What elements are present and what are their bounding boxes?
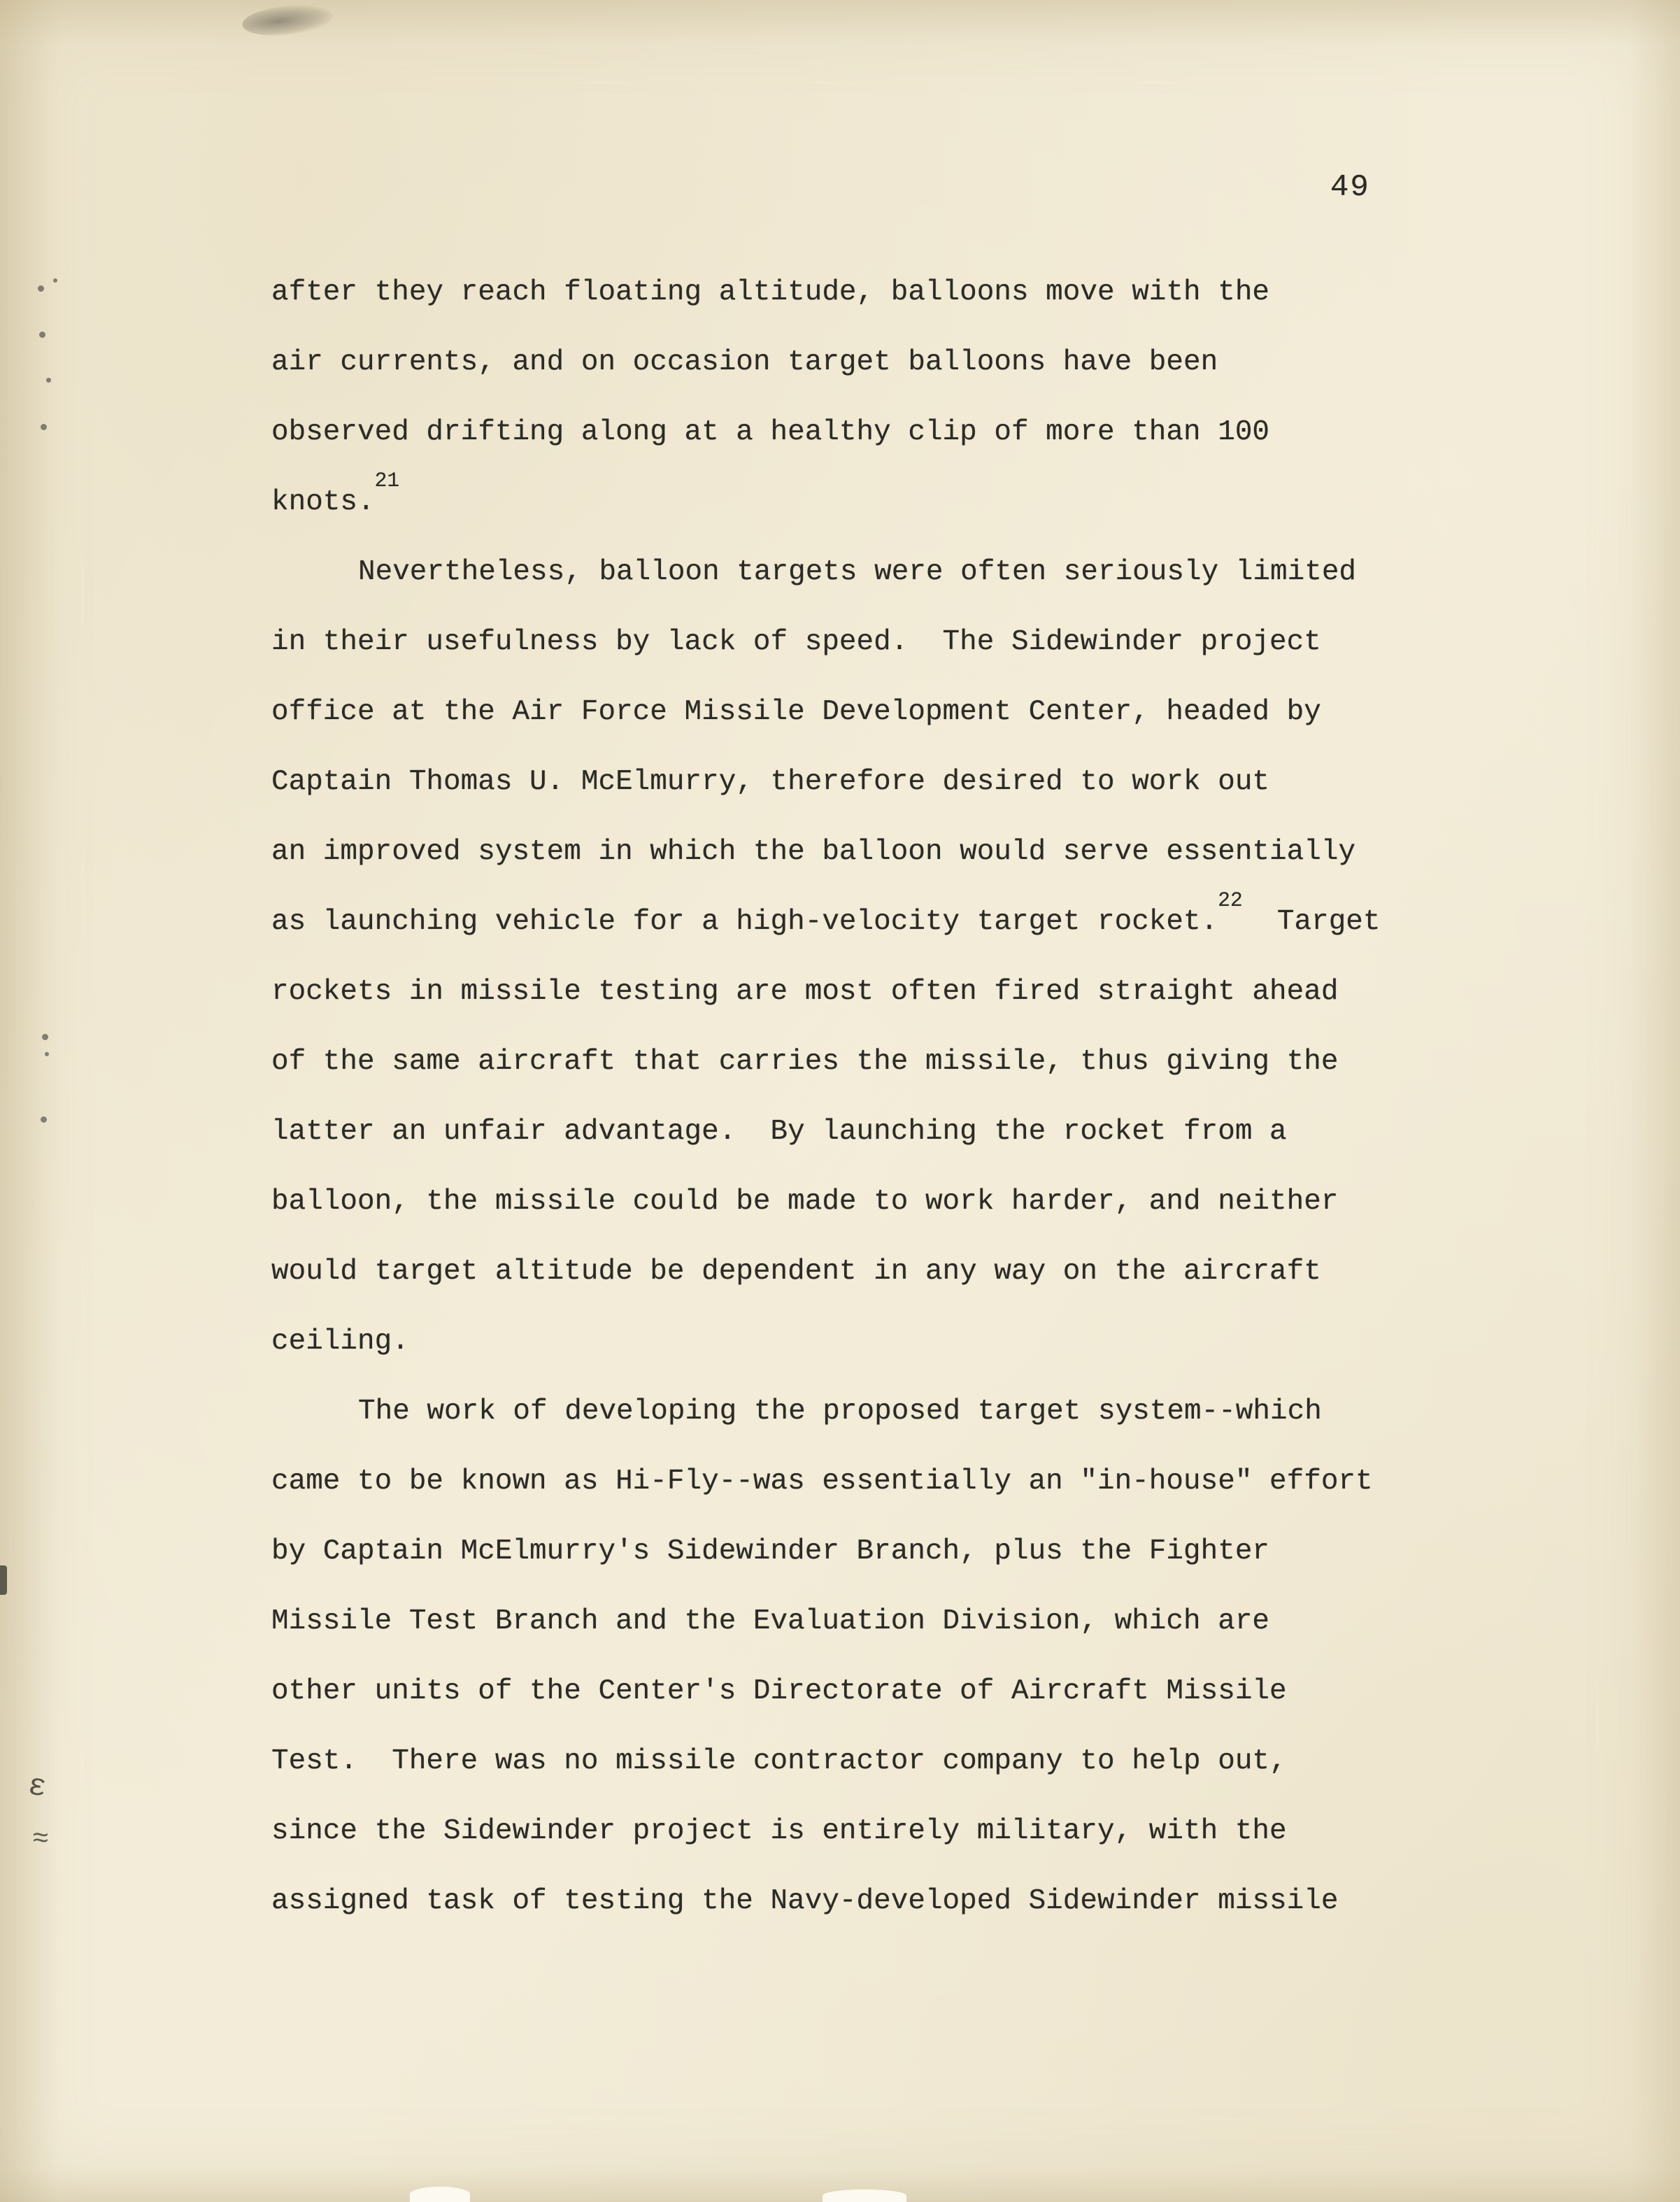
scan-edge-blob bbox=[410, 2187, 470, 2202]
text-line: by Captain McElmurry's Sidewinder Branch, plus the Fighter bbox=[271, 1535, 1270, 1568]
text-line: as launching vehicle for a high-velocity target rocket.$^{22}$ Target bbox=[271, 888, 1381, 938]
text-line: knots.$^{21}$ bbox=[271, 469, 400, 518]
margin-mark bbox=[38, 285, 44, 292]
margin-mark bbox=[42, 1034, 48, 1040]
text-line: latter an unfair advantage. By launching the rocket from a bbox=[271, 1116, 1287, 1148]
text-line: of the same aircraft that carries the missile, thus giving the bbox=[271, 1046, 1339, 1078]
text-line: office at the Air Force Missile Development Center, headed by bbox=[271, 696, 1321, 728]
paragraph bbox=[271, 257, 1474, 537]
text-line: Captain Thomas U. McElmurry, therefore desired to work out bbox=[271, 766, 1270, 798]
text-line: in their usefulness by lack of speed. The Sidewinder project bbox=[271, 626, 1321, 658]
text-block bbox=[271, 257, 1474, 1936]
text-line: an improved system in which the balloon would serve essentially bbox=[271, 836, 1356, 868]
text-line: Nevertheless, balloon targets were often seriously limited bbox=[358, 556, 1357, 588]
margin-mark: ≈ bbox=[32, 1824, 50, 1856]
margin-mark bbox=[45, 1052, 49, 1056]
margin-mark bbox=[41, 1116, 47, 1123]
text-line: The work of developing the proposed target system--which bbox=[358, 1395, 1322, 1428]
margin-mark bbox=[53, 278, 57, 283]
ink-smudge bbox=[241, 1, 334, 39]
margin-mark: ɛ bbox=[25, 1768, 49, 1806]
text-line: air currents, and on occasion target balloons have been bbox=[271, 346, 1218, 378]
text-line: Test. There was no missile contractor company to help out, bbox=[271, 1745, 1287, 1777]
text-line: after they reach floating altitude, balloons move with the bbox=[271, 276, 1270, 308]
text-line: assigned task of testing the Navy-developed Sidewinder missile bbox=[271, 1885, 1339, 1917]
footnote-ref: 22 bbox=[1218, 888, 1243, 913]
margin-mark bbox=[39, 332, 45, 338]
text-line: rockets in missile testing are most often fired straight ahead bbox=[271, 976, 1339, 1008]
text-line: would target altitude be dependent in any way on the aircraft bbox=[271, 1256, 1321, 1288]
margin-mark bbox=[46, 378, 51, 383]
footnote-ref: 21 bbox=[374, 469, 400, 493]
text-line: balloon, the missile could be made to work harder, and neither bbox=[271, 1186, 1339, 1218]
text-line: since the Sidewinder project is entirely military, with the bbox=[271, 1815, 1287, 1847]
text-line: other units of the Center's Directorate of Aircraft Missile bbox=[271, 1675, 1287, 1707]
text-line: observed drifting along at a healthy clip of more than 100 bbox=[271, 416, 1270, 448]
page-number: 49 bbox=[1330, 170, 1370, 205]
text-line: ceiling. bbox=[271, 1326, 409, 1358]
edge-mark bbox=[0, 1565, 7, 1595]
paragraph bbox=[271, 537, 1474, 1377]
paragraph bbox=[271, 1377, 1474, 1936]
scan-edge-blob bbox=[823, 2189, 906, 2202]
text-line: came to be known as Hi-Fly--was essentially an "in-house" effort bbox=[271, 1465, 1373, 1498]
text-line: Missile Test Branch and the Evaluation Division, which are bbox=[271, 1605, 1270, 1638]
margin-mark bbox=[41, 424, 47, 430]
